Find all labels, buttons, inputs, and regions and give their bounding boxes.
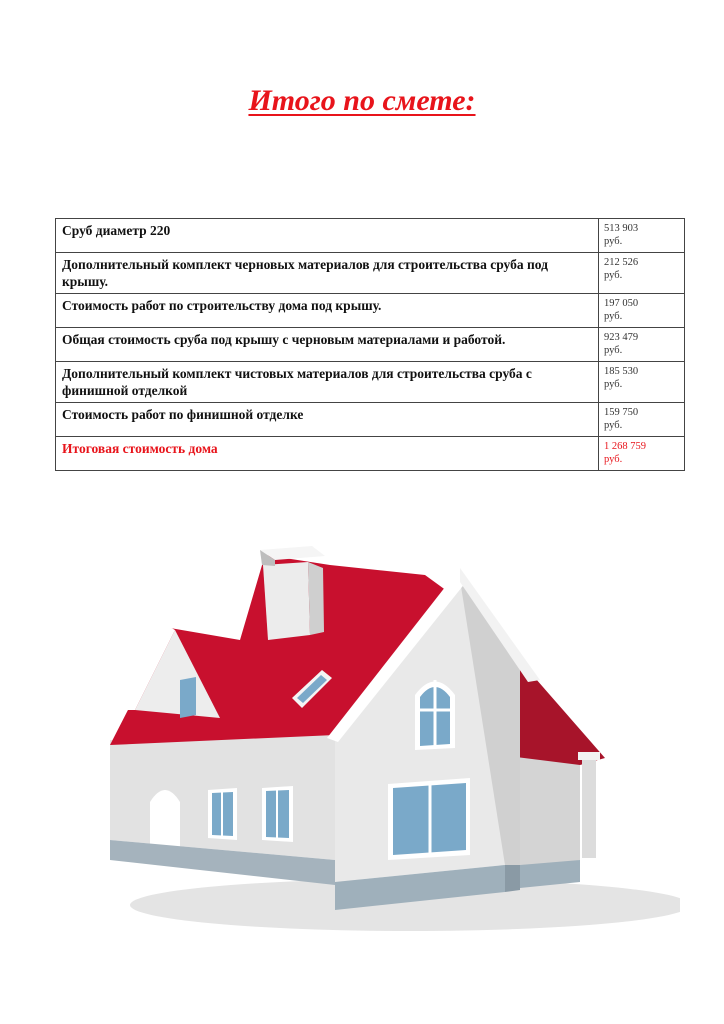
row-label: Сруб диаметр 220 xyxy=(56,219,599,253)
price-amount: 923 479 xyxy=(604,332,639,343)
price-unit: руб. xyxy=(604,379,623,390)
price-unit: руб. xyxy=(604,420,623,431)
row-label: Общая стоимость сруба под крышу с черновым материалами и работой. xyxy=(56,328,599,362)
total-amount: 1 268 759 xyxy=(604,441,646,452)
row-label: Дополнительный комплект черновых материалов для строительства сруба под крышу. xyxy=(56,253,599,294)
price-amount: 212 526 xyxy=(604,257,639,268)
row-label: Стоимость работ по финишной отделке xyxy=(56,403,599,437)
house-illustration xyxy=(80,520,680,940)
price-amount: 197 050 xyxy=(604,298,639,309)
row-price xyxy=(599,362,685,403)
page-title: Итого по смете: xyxy=(248,84,476,117)
table-row xyxy=(56,328,685,362)
table-row xyxy=(56,403,685,437)
price-amount: 513 903 xyxy=(604,223,639,234)
total-label: Итоговая стоимость дома xyxy=(56,437,599,471)
table-row xyxy=(56,219,685,253)
total-unit: руб. xyxy=(604,454,623,465)
table-row xyxy=(56,253,685,294)
price-unit: руб. xyxy=(604,270,623,281)
row-price xyxy=(599,328,685,362)
estimate-table xyxy=(55,218,685,471)
table-row xyxy=(56,362,685,403)
row-price xyxy=(599,219,685,253)
row-price xyxy=(599,403,685,437)
price-unit: руб. xyxy=(604,236,623,247)
row-price xyxy=(599,253,685,294)
total-row xyxy=(56,437,685,471)
price-unit: руб. xyxy=(604,311,623,322)
row-label: Дополнительный комплект чистовых материалов для строительства сруба с финишной отделкой xyxy=(56,362,599,403)
price-unit: руб. xyxy=(604,345,623,356)
row-label: Стоимость работ по строительству дома под крышу. xyxy=(56,294,599,328)
total-price xyxy=(599,437,685,471)
house-icon xyxy=(80,520,680,940)
price-amount: 185 530 xyxy=(604,366,639,377)
row-price xyxy=(599,294,685,328)
table-row xyxy=(56,294,685,328)
price-amount: 159 750 xyxy=(604,407,639,418)
